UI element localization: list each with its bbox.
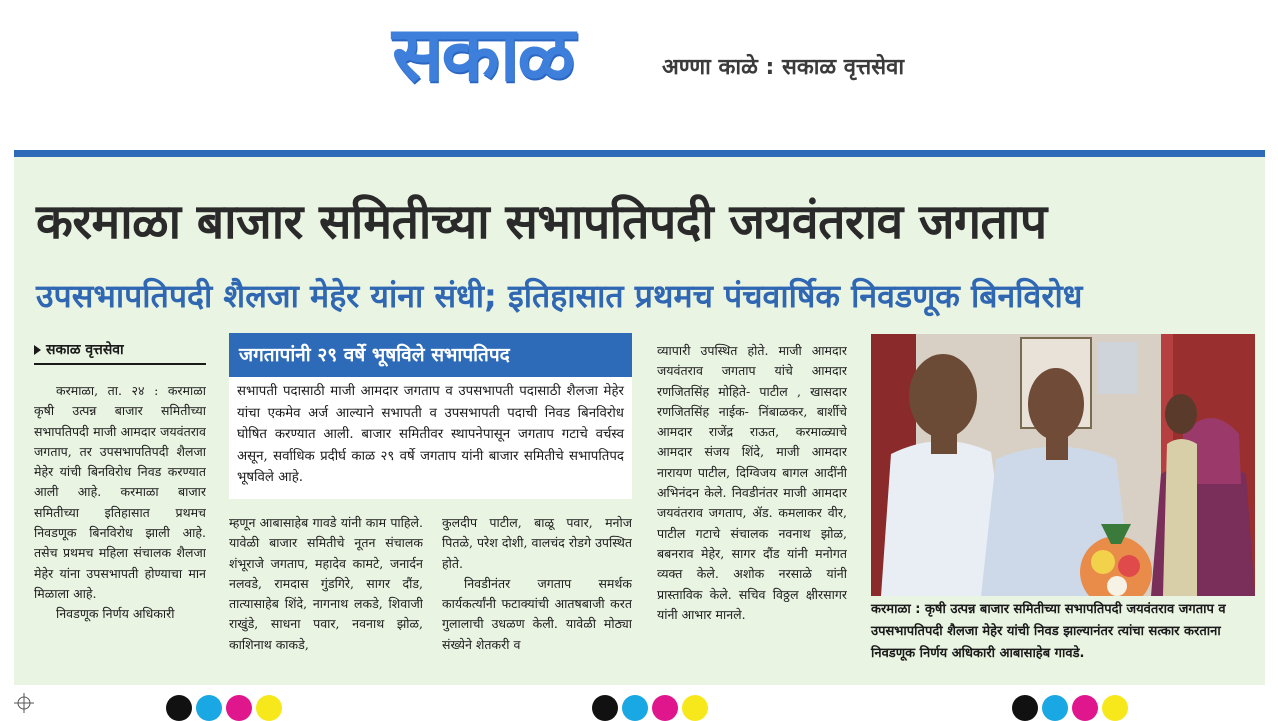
masthead	[0, 0, 1278, 150]
dateline-label	[34, 337, 206, 365]
box-heading: जगतापांनी २९ वर्षे भूषविले सभापतिपद	[229, 333, 632, 377]
byline: अण्णा काळे : सकाळ वृत्तसेवा	[662, 55, 905, 80]
dateline-text: सकाळ वृत्तसेवा	[46, 342, 124, 358]
print-dot-yellow	[256, 695, 282, 721]
print-dot-magenta	[226, 695, 252, 721]
subheadline: उपसभापतिपदी शैलजा मेहेर यांना संधी; इतिहासात प्रथमच पंचवार्षिक निवडणूक बिनविरोध	[36, 277, 1083, 315]
print-dot-cyan	[1042, 695, 1068, 721]
print-dot-cyan	[622, 695, 648, 721]
article-column-2	[229, 513, 423, 673]
photo-caption: करमाळा : कृषी उत्पन्न बाजार समितीच्या सभापतिपदी जयवंतराव जगताप व उपसभापतिपदी शैलजा मेहेर यांची निवड झाल्यानंतर त्यांचा सत्कार करताना निवडणूक निर्णय अधिकारी आबासाहेब गावडे.	[871, 602, 1226, 661]
paragraph: व्यापारी उपस्थित होते. माजी आमदार जयवंतराव जगताप यांचे आमदार रणजितसिंह मोहिते- पाटील , खासदार रणजितसिंह नाईक- निंबाळकर, बार्शीचे आमदार राजेंद्र राऊत, करमाळ्याचे आमदार संजय शिंदे, माजी आमदार नारायण पाटील, दिग्विजय बागल आदींनी अभिनंदन केले. निवडीनंतर माजी आमदार जयवंतराव जगताप, ॲड. कमलाकर वीर, पाटील गटाचे संचालक नवनाथ झोळ, बबनराव मेहेर, सागर दौंड यांनी मनोगत व्यक्त केले. अशोक नरसाळे यांनी प्रास्ताविक केले. सचिव विठ्ठल क्षीरसागर यांनी आभार मानले.	[657, 343, 847, 622]
crosshair-icon	[14, 693, 34, 713]
box-body: सभापती पदासाठी माजी आमदार जगताप व उपसभापती पदासाठी शैलजा मेहेर यांचा एकमेव अर्ज आल्याने सभापती व उपसभापती पदाची निवड बिनविरोध घोषित करण्यात आली. बाजार समितीवर स्थापनेपासून जगताप गटाचे वर्चस्व असून, सर्वाधिक प्रदीर्घ काळ २९ वर्षे जगताप यांनी बाजार समितीचे सभापतिपद भूषविले आहे.	[229, 377, 632, 499]
article-column-4	[657, 341, 847, 673]
article-column-3	[442, 513, 632, 673]
print-dot-black	[592, 695, 618, 721]
article	[14, 157, 1265, 685]
paragraph: निवडीनंतर जगताप समर्थक कार्यकर्त्यांनी फटाक्यांची आतषबाजी करत गुलालाची उधळण केली. यावेळी मोठ्या संख्येने शेतकरी व	[442, 575, 632, 652]
paragraph: करमाळा, ता. २४ : करमाळा कृषी उत्पन्न बाजार समितीच्या सभापतिपदी माजी आमदार जयवंतराव जगताप, तर उपसभापतिपदी शैलजा मेहेर यांची बिनविरोध निवड करण्यात आली आहे. करमाळा बाजार समितीच्या इतिहासात प्रथमच निवडणूक बिनविरोध झाली आहे. तसेच प्रथमच महिला संचालक शैलजा मेहेर यांना उपसभापती होण्याचा मान मिळाला आहे.	[34, 383, 206, 601]
top-rule	[14, 150, 1265, 157]
paragraph: कुलदीप पाटील, बाळू पवार, मनोज पितळे, परेश दोशी, वालचंद रोडगे उपस्थित होते.	[442, 515, 632, 571]
print-dot-cyan	[196, 695, 222, 721]
news-photo	[871, 334, 1255, 596]
registration-marks	[0, 685, 1278, 709]
print-dot-magenta	[1072, 695, 1098, 721]
print-dot-yellow	[682, 695, 708, 721]
article-column-1	[34, 381, 206, 677]
print-dot-black	[1012, 695, 1038, 721]
print-dot-yellow	[1102, 695, 1128, 721]
paragraph: म्हणून आबासाहेब गावडे यांनी काम पाहिले. यावेळी बाजार समितीचे नूतन संचालक शंभूराजे जगताप, महादेव कामटे, जनार्दन नलवडे, रामदास गुंडगिरे, सागर दौंड, तात्यासाहेब शिंदे, नागनाथ लकडे, शिवाजी राखुंडे, साधना पवार, नवनाथ झोळ, काशिनाथ काकडे,	[229, 515, 423, 652]
paragraph: निवडणूक निर्णय अधिकारी	[56, 606, 175, 622]
newspaper-logo: सकाळ	[392, 9, 574, 98]
print-dot-black	[166, 695, 192, 721]
print-dot-magenta	[652, 695, 678, 721]
headline: करमाळा बाजार समितीच्या सभापतिपदी जयवंतराव जगताप	[36, 194, 1047, 250]
triangle-bullet-icon	[34, 345, 41, 355]
